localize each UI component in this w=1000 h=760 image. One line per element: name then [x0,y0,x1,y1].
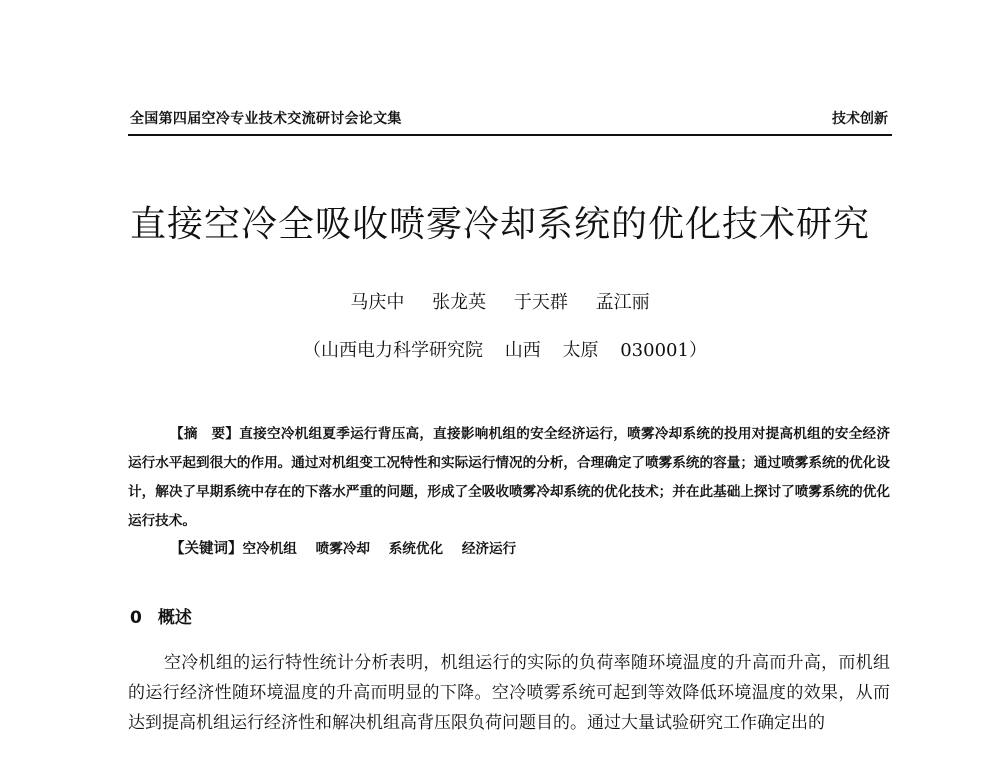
abstract-text: 直接空冷机组夏季运行背压高，直接影响机组的安全经济运行，喷雾冷却系统的投用对提高机组的安全经济运行水平起到很大的作用。通过对机组变工况特性和实际运行情况的分析，合理确定了喷雾系统的容量；通过喷雾系统的优化设计，解决了早期系统中存在的下落水严重的问题，形成了全吸收喷雾冷却系统的优化技术；并在此基础上探讨了喷雾系统的优化运行技术。 [128,426,891,529]
affiliation-institute: 山西电力科学研究院 [321,340,484,361]
affiliation-postcode: 030001 [620,340,689,361]
abstract [128,420,890,536]
section-number: 0 [130,608,142,628]
keywords-label: 【关键词】 [170,541,243,557]
author-list [0,288,1000,314]
author: 马庆中 [350,292,405,313]
affiliation-province: 山西 [504,340,541,361]
keyword: 空冷机组 [242,541,297,557]
body-paragraph: 空冷机组的运行特性统计分析表明，机组运行的实际的负荷率随环境温度的升高而升高，而机组的运行经济性随环境温度的升高而明显的下降。空冷喷雾系统可起到等效降低环境温度的效果，从而达到提高机组运行经济性和解决机组高背压限负荷问题目的。通过大量试验研究工作确定出的 [128,653,890,733]
author: 孟江丽 [595,292,650,313]
section-heading [130,603,192,628]
affiliation-city: 太原 [562,340,599,361]
section-category: 技术创新 [832,111,888,127]
abstract-label: 【摘 要】 [170,426,240,442]
paper-title: 直接空冷全吸收喷雾冷却系统的优化技术研究 [129,204,870,245]
keyword: 系统优化 [388,541,444,557]
affiliation [0,336,1000,362]
author: 张龙英 [432,292,487,313]
affiliation-close-paren: ） [688,340,707,361]
section-title: 概述 [157,608,192,628]
affiliation-open-paren: （ [303,340,322,361]
author: 于天群 [513,292,568,313]
journal-name: 全国第四届空冷专业技术交流研讨会论文集 [130,111,402,127]
keyword: 经济运行 [461,541,517,557]
header-rule [128,134,892,136]
running-header [130,108,888,132]
keyword: 喷雾冷却 [315,541,370,557]
keywords [170,537,530,558]
